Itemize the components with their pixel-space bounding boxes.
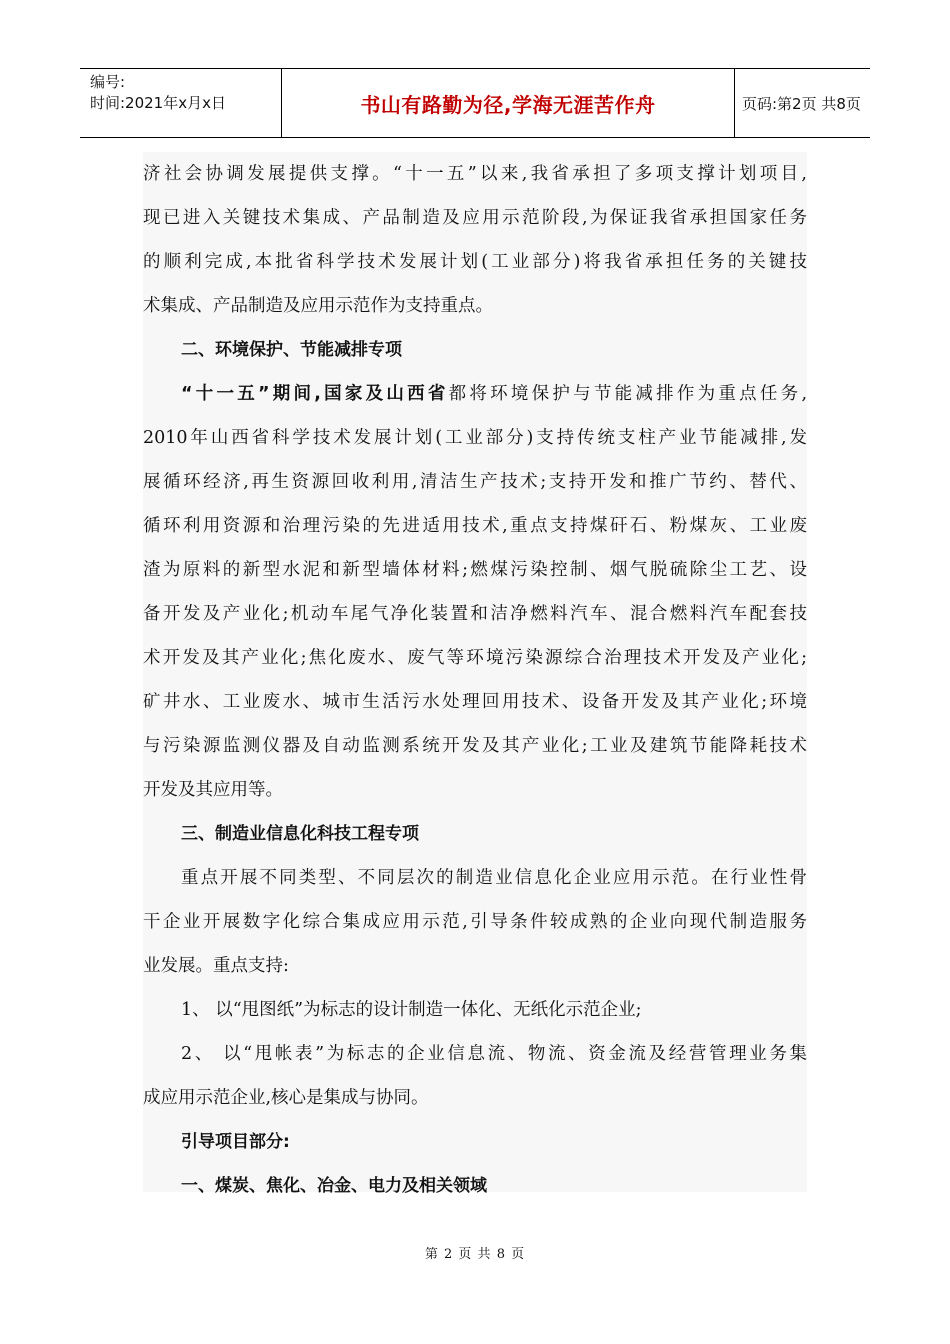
bold-lead-text: “十一五”期间,国家及山西省	[181, 384, 449, 404]
normal-text: 都将环境保护与节能减排作为重点任务,	[448, 384, 808, 404]
body-line: 干企业开展数字化综合集成应用示范,引导条件较成熟的企业向现代制造服务	[143, 912, 807, 932]
body-line-mixed	[143, 372, 807, 416]
document-time-label: 时间:2021年x月x日	[90, 94, 226, 112]
body-line: 开发及其应用等。	[143, 780, 283, 800]
document-body	[143, 152, 808, 1196]
header-page-info: 页码:第2页 共8页	[742, 94, 861, 113]
list-item: 2、 以“甩帐表”为标志的企业信息流、物流、资金流及经营管理业务集	[181, 1044, 807, 1064]
section-heading: 一、煤炭、焦化、冶金、电力及相关领域	[181, 1176, 487, 1196]
section-heading: 三、制造业信息化科技工程专项	[181, 824, 419, 844]
page-header	[80, 68, 870, 138]
body-line: 术开发及其产业化;焦化废水、废气等环境污染源综合治理技术开发及产业化;	[143, 648, 807, 668]
body-line: 循环利用资源和治理污染的先进适用技术,重点支持煤矸石、粉煤灰、工业废	[143, 516, 807, 536]
body-line: 业发展。重点支持:	[143, 956, 289, 976]
header-motto: 书山有路勤为径,学海无涯苦作舟	[282, 69, 735, 137]
body-line: 重点开展不同类型、不同层次的制造业信息化企业应用示范。在行业性骨	[181, 868, 807, 888]
page-footer: 第 2 页 共 8 页	[424, 1247, 526, 1262]
body-line: 展循环经济,再生资源回收利用,清洁生产技术;支持开发和推广节约、替代、	[143, 472, 807, 492]
body-line: 济社会协调发展提供支撑。“十一五”以来,我省承担了多项支撑计划项目,	[143, 164, 807, 184]
list-item: 1、 以“甩图纸”为标志的设计制造一体化、无纸化示范企业;	[181, 1000, 642, 1020]
body-line: 的顺利完成,本批省科学技术发展计划(工业部分)将我省承担任务的关键技	[143, 252, 807, 272]
section-heading: 引导项目部分:	[181, 1132, 290, 1152]
body-line: 矿井水、工业废水、城市生活污水处理回用技术、设备开发及其产业化;环境	[143, 692, 807, 712]
body-line: 渣为原料的新型水泥和新型墙体材料;燃煤污染控制、烟气脱硫除尘工艺、设	[143, 560, 807, 580]
body-line: 备开发及产业化;机动车尾气净化装置和洁净燃料汽车、混合燃料汽车配套技	[143, 604, 807, 624]
document-number-label: 编号:	[90, 73, 126, 91]
header-meta-cell	[80, 69, 282, 137]
body-line: 与污染源监测仪器及自动监测系统开发及其产业化;工业及建筑节能降耗技术	[143, 736, 807, 756]
section-heading: 二、环境保护、节能减排专项	[181, 340, 402, 360]
body-line: 成应用示范企业,核心是集成与协同。	[143, 1088, 429, 1108]
body-line: 术集成、产品制造及应用示范作为支持重点。	[143, 296, 493, 316]
body-line: 现已进入关键技术集成、产品制造及应用示范阶段,为保证我省承担国家任务	[143, 208, 807, 228]
body-line: 2010年山西省科学技术发展计划(工业部分)支持传统支柱产业节能减排,发	[143, 428, 807, 448]
